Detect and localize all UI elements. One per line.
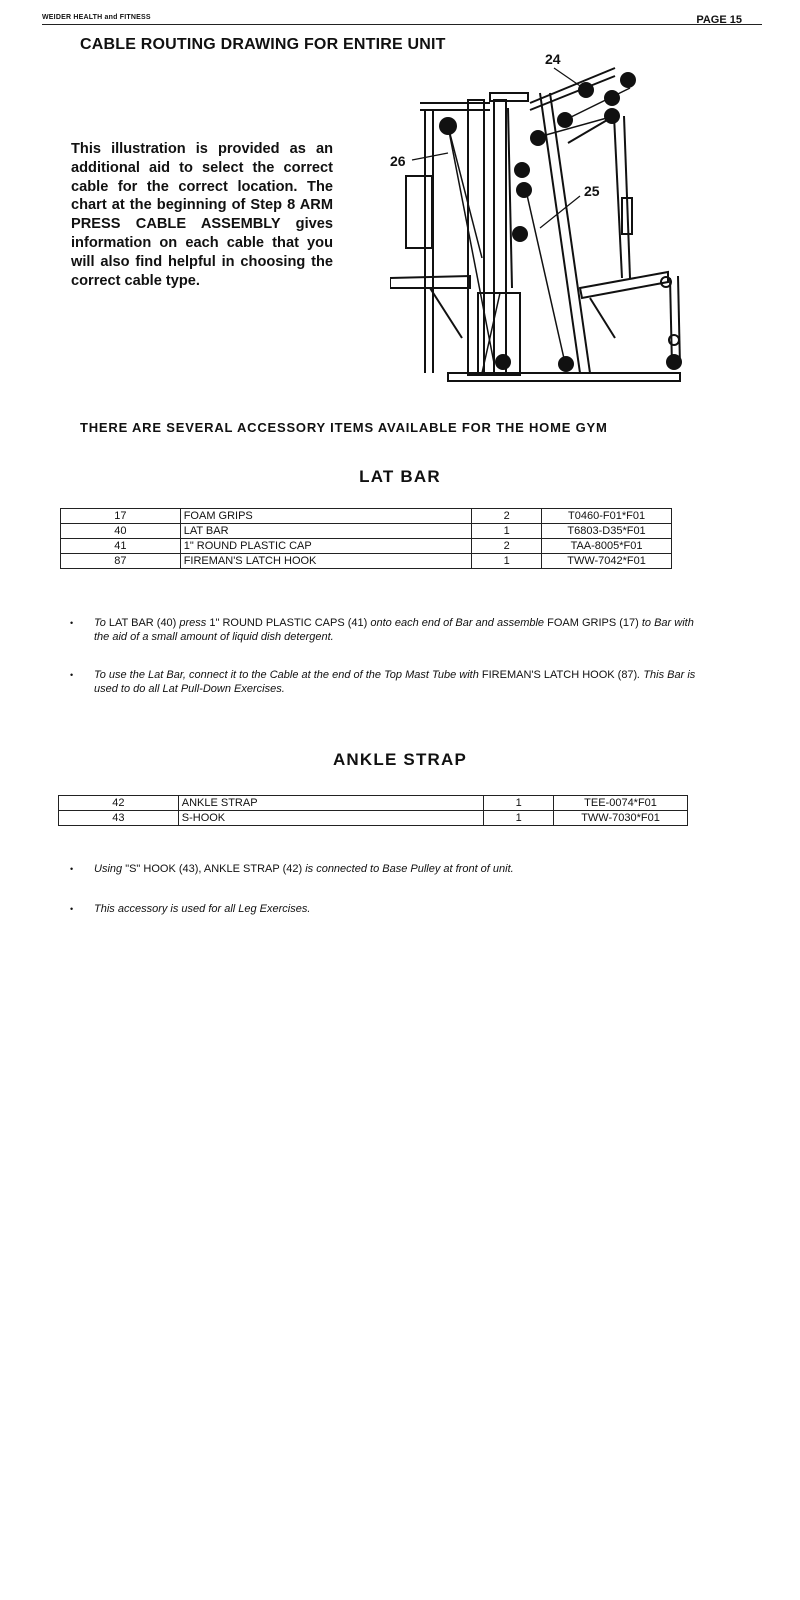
leg-pad: [580, 272, 668, 298]
part-description: FOAM GRIPS: [180, 509, 472, 524]
bullet-icon: •: [70, 864, 74, 874]
note-part-reference: FOAM GRIPS (17): [547, 617, 639, 629]
part-description: ANKLE STRAP: [178, 796, 483, 811]
cable-label-26: 26: [390, 153, 406, 169]
part-description: 1" ROUND PLASTIC CAP: [180, 539, 472, 554]
note-part-text: to Bar with the aid of a small amount of liquid dish detergent.: [94, 617, 694, 643]
pulley: [557, 112, 573, 128]
part-key: 42: [59, 796, 179, 811]
cable-label-24: 24: [545, 51, 561, 67]
pulley: [558, 356, 574, 372]
page-number: PAGE 15: [696, 14, 742, 26]
part-key: 87: [61, 554, 181, 569]
pulley: [516, 182, 532, 198]
lat-bar-title: LAT BAR: [359, 467, 441, 486]
part-quantity: 1: [472, 554, 542, 569]
note-item: [70, 902, 710, 916]
table-row: [61, 524, 672, 539]
pulley: [514, 162, 530, 178]
part-key: 43: [59, 811, 179, 826]
part-description: LAT BAR: [180, 524, 472, 539]
note-part-reference: "S" HOOK (43), ANKLE STRAP (42): [125, 863, 303, 875]
pulley: [604, 108, 620, 124]
note-text: [94, 862, 710, 876]
publisher-header: WEIDER HEALTH and FITNESS: [42, 14, 151, 21]
pulley: [495, 354, 511, 370]
part-number: T0460-F01*F01: [542, 509, 672, 524]
note-part-text: To use the Lat Bar, connect it to the Cable at the end of the Top Mast Tube with: [94, 669, 482, 681]
note-part-reference: 1" ROUND PLASTIC CAPS (41): [209, 617, 368, 629]
note-part-text: is connected to Base Pulley at front of unit.: [302, 863, 514, 875]
pulley: [512, 226, 528, 242]
note-text: [94, 902, 710, 916]
lat-bar-parts-table: [60, 508, 672, 569]
table-row: [59, 796, 688, 811]
part-quantity: 1: [484, 796, 554, 811]
table-row: [61, 554, 672, 569]
page-title: CABLE ROUTING DRAWING FOR ENTIRE UNIT: [80, 36, 446, 53]
pulley: [620, 72, 636, 88]
part-number: T6803-D35*F01: [542, 524, 672, 539]
cable-routing-diagram: [390, 48, 740, 398]
note-part-reference: LAT BAR (40): [108, 617, 177, 629]
pulley: [604, 90, 620, 106]
pulley: [439, 117, 457, 135]
table-row: [61, 509, 672, 524]
part-number: TEE-0074*F01: [554, 796, 688, 811]
tower-right: [494, 100, 506, 375]
accessory-heading: THERE ARE SEVERAL ACCESSORY ITEMS AVAILABLE FOR THE HOME GYM: [80, 420, 608, 435]
bullet-icon: •: [70, 618, 74, 628]
part-description: FIREMAN'S LATCH HOOK: [180, 554, 472, 569]
intro-paragraph: This illustration is provided as an additional aid to select the correct cable for the correct location. The chart at the beginning of Step 8 ARM PRESS CABLE ASSEMBLY gives information on each cable that you will also find helpful in choosing the correct cable type.: [71, 141, 333, 289]
table-row: [59, 811, 688, 826]
part-number: TAA-8005*F01: [542, 539, 672, 554]
part-quantity: 2: [472, 539, 542, 554]
part-description: S-HOOK: [178, 811, 483, 826]
ankle-strap-title: ANKLE STRAP: [332, 750, 468, 769]
note-item: [70, 862, 710, 876]
note-item: [70, 616, 710, 644]
part-key: 41: [61, 539, 181, 554]
bullet-icon: •: [70, 670, 74, 680]
note-part-text: press: [176, 617, 210, 629]
note-part-text: To: [94, 617, 109, 629]
note-item: [70, 668, 710, 696]
note-part-text: This accessory is used for all Leg Exercises.: [94, 903, 311, 915]
note-text: [94, 668, 710, 696]
part-key: 40: [61, 524, 181, 539]
part-quantity: 1: [472, 524, 542, 539]
seat: [390, 276, 470, 288]
note-part-text: onto each end of Bar and assemble: [367, 617, 548, 629]
part-quantity: 2: [472, 509, 542, 524]
note-part-text: Using: [94, 863, 126, 875]
header-rule: [42, 24, 762, 25]
part-number: TWW-7042*F01: [542, 554, 672, 569]
pulley: [530, 130, 546, 146]
back-pad: [406, 176, 432, 248]
ankle-strap-parts-table: [58, 795, 688, 826]
bullet-icon: •: [70, 904, 74, 914]
part-key: 17: [61, 509, 181, 524]
note-part-text: . This Bar is used to do all Lat Pull-Down Exercises.: [94, 669, 696, 695]
part-quantity: 1: [484, 811, 554, 826]
table-row: [61, 539, 672, 554]
pulley: [666, 354, 682, 370]
part-number: TWW-7030*F01: [554, 811, 688, 826]
cable-label-25: 25: [584, 183, 600, 199]
note-text: [94, 616, 710, 644]
note-part-reference: FIREMAN'S LATCH HOOK (87): [481, 669, 638, 681]
